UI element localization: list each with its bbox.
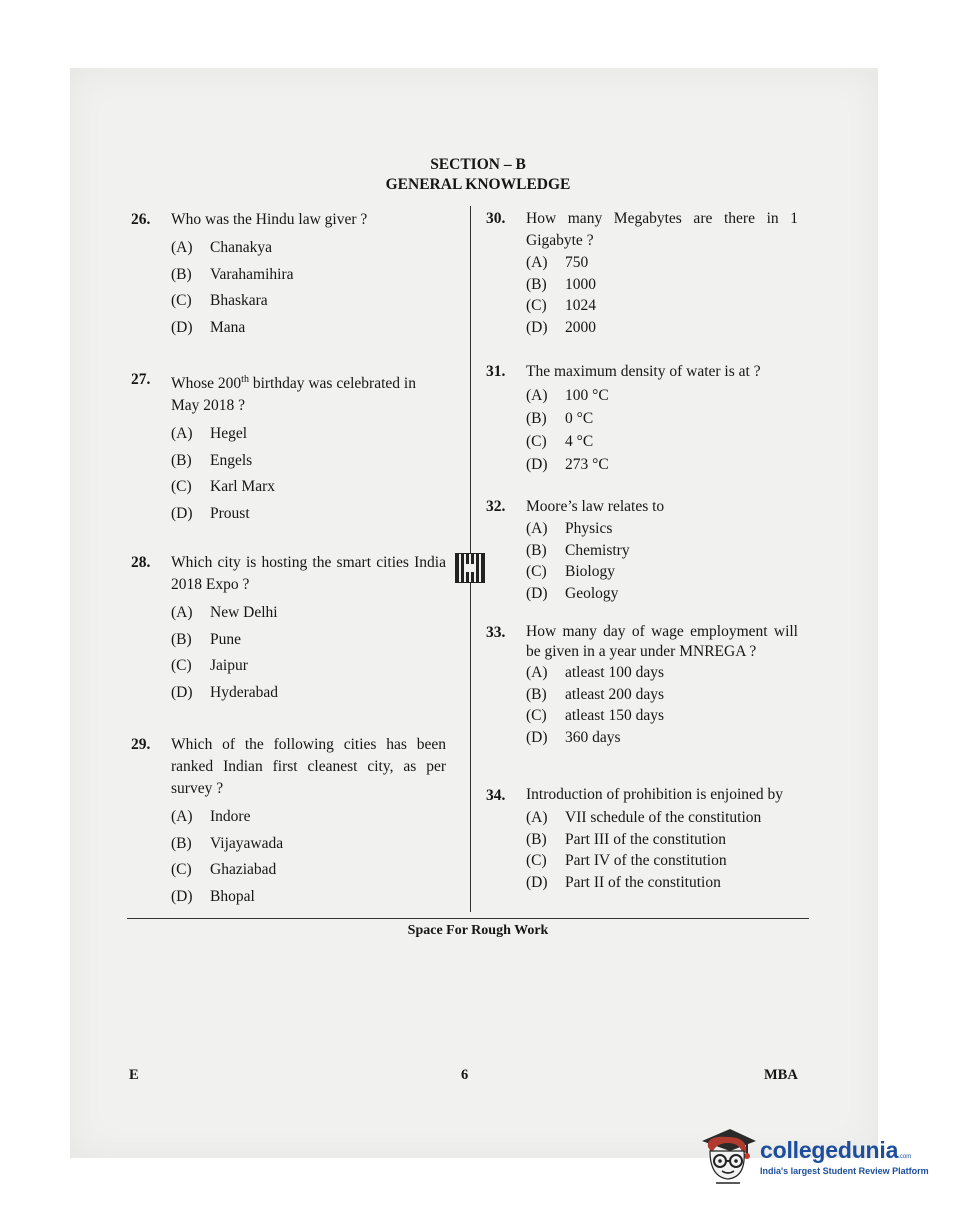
mascot-icon	[698, 1125, 758, 1191]
option	[526, 540, 798, 562]
question-31	[486, 361, 798, 476]
option-label: (D)	[171, 318, 193, 336]
option-label: (C)	[526, 433, 547, 450]
option-label: (B)	[526, 410, 547, 427]
option	[171, 474, 446, 501]
logo-name: collegedunia	[760, 1137, 899, 1163]
option	[171, 857, 446, 884]
option-label: (A)	[171, 604, 193, 621]
option-text: 360 days	[565, 729, 621, 747]
option-text: Bhopal	[210, 887, 255, 905]
option	[526, 518, 798, 540]
question-27	[131, 369, 446, 527]
option-label: (B)	[171, 265, 192, 283]
footer-series-code: E	[129, 1067, 139, 1083]
bottom-rule	[127, 918, 809, 919]
option-list	[171, 804, 446, 910]
option-text: Varahamihira	[210, 265, 294, 283]
option-label: (A)	[171, 239, 193, 256]
option	[171, 680, 446, 707]
question-number: 26.	[131, 211, 151, 228]
option	[171, 262, 446, 289]
option	[526, 295, 798, 317]
question-number: 27.	[131, 371, 151, 388]
option-text: Vijayawada	[210, 834, 284, 852]
option-text: 100 °C	[565, 387, 609, 404]
option-label: (B)	[526, 685, 547, 703]
option-text: 4 °C	[565, 433, 594, 450]
option-label: (D)	[171, 683, 193, 701]
logo-suffix: .com	[898, 1154, 912, 1160]
question-29	[131, 734, 446, 910]
option-label: (C)	[171, 478, 192, 496]
question-text: Which city is hosting the smart cities India 2018 Expo ?	[171, 554, 446, 593]
section-title: SECTION – B	[430, 156, 526, 173]
option-label: (C)	[526, 707, 547, 725]
option	[526, 317, 798, 339]
option-text: Proust	[210, 504, 250, 522]
option-text: 1000	[565, 275, 596, 293]
option	[526, 453, 798, 476]
question-text: Who was the Hindu law giver ?	[171, 211, 368, 228]
option-text: atleast 200 days	[565, 685, 665, 703]
question-26	[131, 209, 446, 341]
option-label: (D)	[171, 504, 193, 522]
option-text: 273 °C	[565, 456, 609, 473]
option-list	[526, 518, 798, 605]
option-text: Engels	[210, 451, 253, 469]
question-text: Moore’s law relates to	[526, 498, 665, 515]
logo-tagline: India's largest Student Review Platform	[760, 1166, 929, 1176]
option	[171, 501, 446, 528]
option	[526, 662, 798, 684]
rough-work-label: Space For Rough Work	[407, 923, 549, 938]
question-number: 30.	[486, 210, 506, 227]
option-label: (C)	[171, 861, 192, 878]
question-30	[486, 208, 798, 339]
option-label: (D)	[171, 887, 193, 905]
question-number: 34.	[486, 787, 506, 804]
option-label: (A)	[526, 809, 548, 826]
option	[526, 430, 798, 453]
qr-code-icon	[455, 553, 485, 583]
option-text: 750	[565, 254, 589, 271]
option	[526, 252, 798, 274]
option	[526, 274, 798, 296]
option-label: (C)	[171, 657, 192, 674]
option-list	[526, 662, 798, 749]
option-text: Geology	[565, 585, 619, 603]
footer-page-number: 6	[461, 1067, 469, 1083]
option	[526, 561, 798, 583]
question-33	[486, 622, 798, 749]
option-text: Part IV of the constitution	[565, 852, 727, 870]
option	[171, 804, 446, 831]
option-text: Mana	[210, 318, 246, 336]
option	[171, 448, 446, 475]
option	[526, 727, 798, 749]
question-text: How many day of wage employment will be given in a year under MNREGA ?	[526, 623, 798, 660]
option-text: Ghaziabad	[210, 861, 277, 878]
option	[526, 829, 798, 851]
option-list	[526, 252, 798, 339]
question-text: Introduction of prohibition is enjoined by	[526, 786, 784, 803]
collegedunia-watermark	[698, 1125, 933, 1195]
option	[171, 884, 446, 911]
option	[526, 850, 798, 872]
option-label: (B)	[526, 541, 547, 559]
option-text: 1024	[565, 297, 596, 315]
option	[526, 705, 798, 727]
option-label: (A)	[526, 520, 548, 537]
option-label: (D)	[526, 874, 548, 892]
option-text: atleast 150 days	[565, 707, 665, 725]
option-list	[526, 807, 798, 894]
option-label: (D)	[526, 585, 548, 603]
option-label: (B)	[171, 451, 192, 469]
option-text: Biology	[565, 563, 615, 581]
footer-exam-name: MBA	[764, 1067, 798, 1083]
option	[171, 653, 446, 680]
option-label: (D)	[526, 729, 548, 747]
option-list	[171, 421, 446, 527]
option	[526, 807, 798, 829]
question-number: 29.	[131, 736, 151, 753]
option-label: (A)	[526, 387, 548, 404]
option-text: Chemistry	[565, 541, 630, 559]
option	[171, 315, 446, 342]
option-text: Jaipur	[210, 657, 248, 674]
option-text: New Delhi	[210, 604, 278, 621]
option-text: Bhaskara	[210, 292, 268, 309]
option	[171, 288, 446, 315]
option-label: (A)	[171, 425, 193, 443]
question-text: The maximum density of water is at ?	[526, 363, 761, 380]
option-label: (A)	[171, 808, 193, 825]
option-text: Hyderabad	[210, 683, 278, 701]
option-text: 2000	[565, 319, 596, 337]
option	[526, 872, 798, 894]
option-list	[171, 600, 446, 706]
option-label: (C)	[171, 292, 192, 309]
option-list	[526, 384, 798, 476]
question-text: Which of the following cities has been ranked Indian first cleanest city, as per survey ?	[171, 736, 446, 797]
option	[526, 583, 798, 605]
option-list	[171, 235, 446, 341]
option-text: Karl Marx	[210, 478, 275, 496]
section-subtitle: GENERAL KNOWLEDGE	[385, 176, 571, 193]
option	[171, 627, 446, 654]
question-number: 28.	[131, 554, 151, 571]
option-text: Physics	[565, 520, 613, 537]
question-number: 31.	[486, 363, 506, 380]
option-label: (A)	[526, 254, 548, 271]
option	[526, 407, 798, 430]
option-text: Hegel	[210, 425, 248, 443]
question-28	[131, 552, 446, 706]
option-label: (B)	[526, 830, 547, 848]
option-label: (B)	[171, 834, 192, 852]
option-text: Part II of the constitution	[565, 874, 721, 892]
option-label: (A)	[526, 664, 548, 681]
option	[171, 600, 446, 627]
option-label: (B)	[526, 275, 547, 293]
question-text: How many Megabytes are there in 1 Gigabyte ?	[526, 210, 798, 249]
question-number: 32.	[486, 498, 506, 515]
option-text: 0 °C	[565, 410, 594, 427]
option-text: Part III of the constitution	[565, 830, 726, 848]
option-label: (C)	[526, 852, 547, 870]
question-32	[486, 496, 798, 605]
logo-text	[760, 1137, 929, 1176]
question-number: 33.	[486, 624, 506, 641]
option-text: atleast 100 days	[565, 664, 665, 681]
question-34	[486, 785, 798, 894]
option	[526, 684, 798, 706]
question-text: Whose 200th birthday was celebrated in May 2018 ?	[171, 374, 416, 415]
option-label: (B)	[171, 630, 192, 648]
option-label: (D)	[526, 456, 548, 473]
option	[171, 831, 446, 858]
option-text: VII schedule of the constitution	[565, 809, 762, 826]
option-label: (C)	[526, 563, 547, 581]
option-text: Chanakya	[210, 239, 272, 256]
option	[171, 235, 446, 262]
option-label: (D)	[526, 319, 548, 337]
option-label: (C)	[526, 297, 547, 315]
option	[526, 384, 798, 407]
option-text: Indore	[210, 808, 251, 825]
option	[171, 421, 446, 448]
option-text: Pune	[210, 630, 241, 648]
